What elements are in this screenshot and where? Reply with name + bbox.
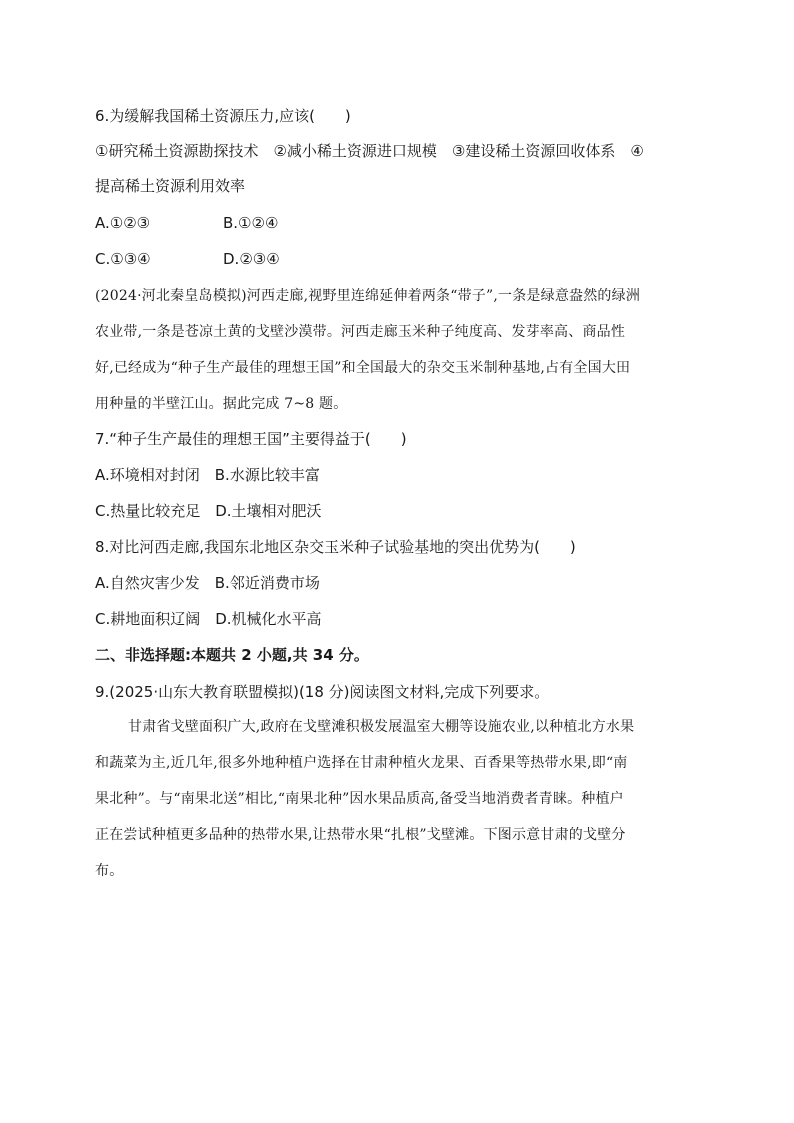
q6-items-line2: 提高稀土资源利用效率 xyxy=(95,177,246,195)
q9-material-line: 正在尝试种植更多品种的热带水果,让热带水果“扎根”戈壁滩。下图示意甘肃的戈壁分 xyxy=(95,827,626,843)
q6-option-b: B.①②④ xyxy=(223,214,279,232)
q6-option-d: D.②③④ xyxy=(223,250,280,268)
q6-option-a: A.①②③ xyxy=(95,214,151,232)
q7-stem: 7.“种子生产最佳的理想王国”主要得益于( ) xyxy=(95,430,407,448)
q8-options-row2: C.耕地面积辽阔 D.机械化水平高 xyxy=(95,610,322,628)
q9-material-line: 和蔬菜为主,近几年,很多外地种植户选择在甘肃种植火龙果、百香果等热带水果,即“南 xyxy=(95,755,628,771)
q6-option-c: C.①③④ xyxy=(95,250,151,268)
q7-options-row2: C.热量比较充足 D.土壤相对肥沃 xyxy=(95,502,322,520)
section-title: 二、非选择题:本题共 2 小题,共 34 分。 xyxy=(95,646,369,664)
q9-material-line: 布。 xyxy=(95,863,124,879)
q9-stem: 9.(2025·山东大教育联盟模拟)(18 分)阅读图文材料,完成下列要求。 xyxy=(95,683,550,701)
q6-items-line1: ①研究稀土资源勘探技术 ②减小稀土资源进口规模 ③建设稀土资源回收体系 ④ xyxy=(95,142,644,160)
q7-options-row1: A.环境相对封闭 B.水源比较丰富 xyxy=(95,466,320,484)
q9-material-line: 果北种”。与“南果北送”相比,“南果北种”因水果品质高,备受当地消费者青睐。种植户 xyxy=(95,791,624,807)
material-line: (2024·河北秦皇岛模拟)河西走廊,视野里连绵延伸着两条“带子”,一条是绿意盎然的绿洲 xyxy=(95,288,641,304)
material-line: 农业带,一条是苍凉土黄的戈壁沙漠带。河西走廊玉米种子纯度高、发芽率高、商品性 xyxy=(95,324,626,340)
material-line: 用种量的半壁江山。据此完成 7~8 题。 xyxy=(95,396,348,412)
q8-stem: 8.对比河西走廊,我国东北地区杂交玉米种子试验基地的突出优势为( ) xyxy=(95,538,576,556)
q9-material-line: 甘肃省戈壁面积广大,政府在戈壁滩积极发展温室大棚等设施农业,以种植北方水果 xyxy=(128,719,635,735)
q8-options-row1: A.自然灾害少发 B.邻近消费市场 xyxy=(95,574,320,592)
q6-stem: 6.为缓解我国稀土资源压力,应该( ) xyxy=(95,107,351,125)
material-line: 好,已经成为“种子生产最佳的理想王国”和全国最大的杂交玉米制种基地,占有全国大田 xyxy=(95,360,631,376)
